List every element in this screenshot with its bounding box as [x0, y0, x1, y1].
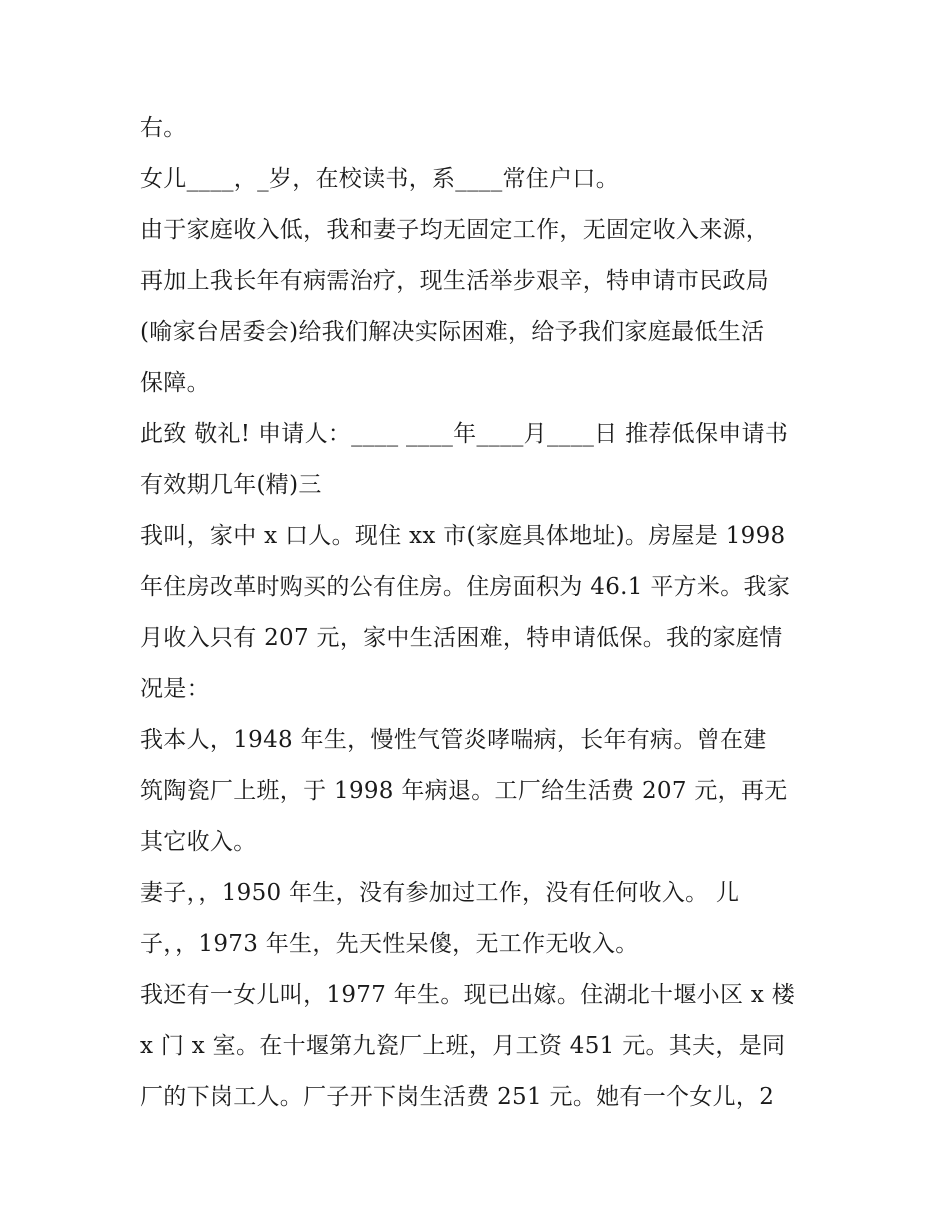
text-line: 保障。	[140, 370, 210, 396]
document-body	[140, 103, 820, 1123]
text-line: 其它收入。	[140, 829, 257, 855]
text-line: 筑陶瓷厂上班，于 1998 年病退。工厂给生活费 207 元，再无	[140, 778, 788, 804]
text-line: 此致 敬礼! 申请人：____ ____年____月____日 推荐低保申请书	[140, 421, 789, 447]
text-line: (喻家台居委会)给我们解决实际困难，给予我们家庭最低生活	[140, 319, 765, 345]
text-line: 女儿____，_岁，在校读书，系____常住户口。	[140, 166, 619, 192]
text-line: 有效期几年(精)三	[140, 472, 322, 498]
text-line: 再加上我长年有病需治疗，现生活举步艰辛，特申请市民政局	[140, 268, 770, 294]
text-line: x 门 x 室。在十堰第九瓷厂上班，月工资 451 元。其夫，是同	[140, 1033, 786, 1059]
text-line: 我叫，家中 x 口人。现住 xx 市(家庭具体地址)。房屋是 1998	[140, 523, 786, 549]
text-line: 年住房改革时购买的公有住房。住房面积为 46.1 平方米。我家	[140, 574, 791, 600]
text-line: 我本人，1948 年生，慢性气管炎哮喘病，长年有病。曾在建	[140, 727, 767, 753]
text-line: 我还有一女儿叫，1977 年生。现已出嫁。住湖北十堰小区 x 楼	[140, 982, 796, 1008]
text-line: 子，，1973 年生，先天性呆傻，无工作无收入。	[140, 931, 639, 957]
text-line: 妻子，，1950 年生，没有参加过工作，没有任何收入。 儿	[140, 880, 740, 906]
text-line: 右。	[140, 115, 187, 141]
text-line: 厂的下岗工人。厂子开下岗生活费 251 元。她有一个女儿，2	[140, 1084, 775, 1110]
text-line: 况是：	[140, 676, 210, 702]
text-line: 由于家庭收入低，我和妻子均无固定工作，无固定收入来源，	[140, 217, 770, 243]
text-line: 月收入只有 207 元，家中生活困难，特申请低保。我的家庭情	[140, 625, 783, 651]
